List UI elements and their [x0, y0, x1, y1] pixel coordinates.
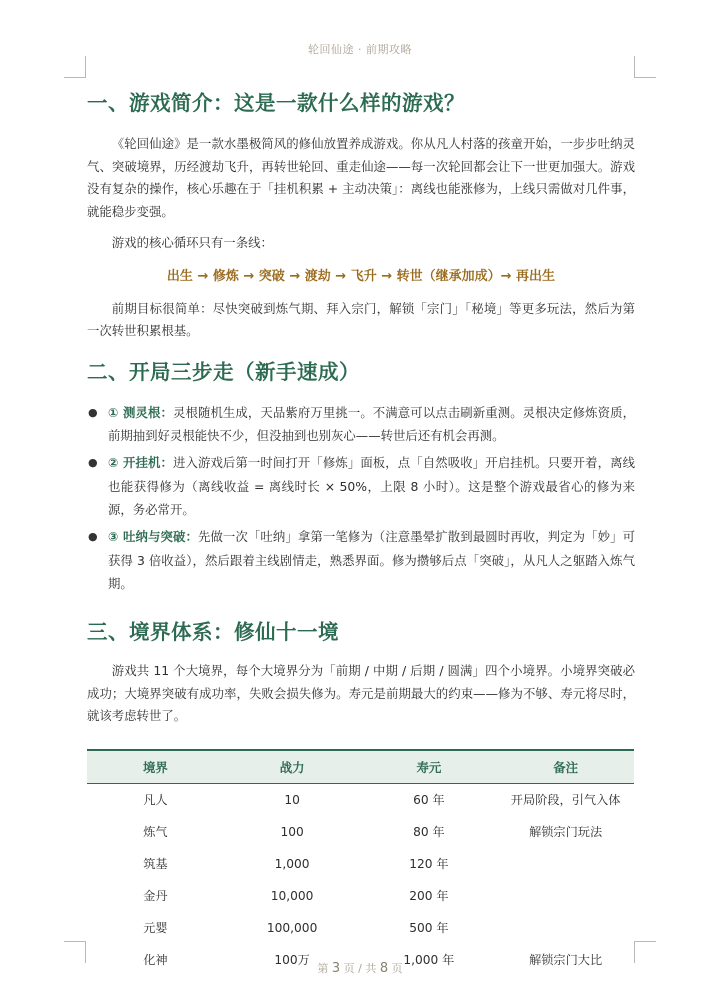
cell-note	[497, 848, 634, 880]
cell-note: 解锁宗门大比	[529, 953, 603, 968]
early-goal-paragraph: 前期目标很简单：尽快突破到炼气期、拜入宗门，解锁「宗门」「秘境」等更多玩法，然后为第一次转世积累根基。	[87, 300, 635, 338]
cell-lifespan: 60 年	[413, 793, 445, 808]
bullet-icon: ●	[88, 405, 98, 419]
table-row	[87, 816, 634, 848]
cell-realm: 筑基	[143, 857, 168, 872]
realms-paragraph: 游戏共 11 个大境界，每个大境界分为「前期 / 中期 / 后期 / 圆满」四个小境界。小境界突破必成功；大境界突破有成功率，失败会损失修为。寿元是前期最大的约束——修为不够、寿元将尽时，就该考虑转世了。	[87, 663, 635, 724]
step-text: 先做一次「吐纳」拿第一笔修为（注意墨晕扩散到最圆时再收，判定为「妙」可获得 3 倍收益），然后跟着主线剧情走，熟悉界面。修为攒够后点「突破」，从凡人之躯踏入炼气期。	[108, 529, 636, 592]
page-number-middle: 页 / 共	[340, 962, 380, 975]
section-heading-quickstart: 二、开局三步走（新手速成）	[87, 359, 360, 384]
quickstart-list	[87, 401, 635, 597]
page-number-prefix: 第	[317, 962, 332, 975]
cell-note: 解锁宗门玩法	[529, 825, 603, 840]
cell-lifespan: 80 年	[413, 825, 445, 840]
page-number-suffix: 页	[388, 962, 403, 975]
column-header-lifespan: 寿元	[361, 750, 498, 784]
realm-table	[87, 749, 634, 976]
list-item	[87, 525, 635, 596]
cell-power: 100,000	[266, 920, 318, 935]
step-title: ① 测灵根：	[108, 404, 173, 420]
core-loop-formula: 出生 → 修炼 → 突破 → 渡劫 → 飞升 → 转世（继承加成）→ 再出生	[166, 268, 556, 284]
cell-power: 10	[284, 792, 300, 807]
column-header-power: 战力	[224, 750, 361, 784]
cell-note: 开局阶段，引气入体	[510, 793, 621, 808]
column-header-realm: 境界	[87, 750, 224, 784]
page-content	[87, 88, 635, 976]
cell-realm: 化神	[143, 953, 168, 968]
list-item	[87, 451, 635, 522]
total-pages: 8	[379, 961, 389, 976]
cell-lifespan: 200 年	[409, 889, 449, 904]
crop-mark-top-left	[64, 56, 86, 78]
cell-power: 1,000	[274, 856, 310, 871]
step-text: 进入游戏后第一时间打开「修炼」面板，点「自然吸收」开启挂机。只要开着，离线也能获得修为（离线收益 = 离线时长 × 50%，上限 8 小时）。这是整个游戏最省心的修为来源，务必常开。	[108, 454, 635, 518]
table-row	[87, 848, 634, 880]
cell-note	[497, 880, 634, 912]
step-title: ② 开挂机：	[108, 454, 173, 470]
step-text: 灵根随机生成，天品紫府万里挑一。不满意可以点击刷新重测。灵根决定修炼资质，前期抽到好灵根能快不少，但没抽到也别灰心——转世后还有机会再测。	[108, 404, 635, 444]
cell-lifespan: 500 年	[409, 921, 449, 936]
cell-realm: 金丹	[143, 889, 168, 904]
running-header: 轮回仙途 · 前期攻略	[308, 43, 412, 56]
current-page: 3	[331, 961, 341, 976]
table-row	[87, 784, 634, 816]
table-row	[87, 912, 634, 944]
step-title: ③ 吐纳与突破：	[108, 529, 198, 545]
crop-mark-top-right	[634, 56, 656, 78]
cell-realm: 凡人	[143, 793, 168, 808]
cell-note	[497, 912, 634, 944]
table-header-row	[87, 750, 634, 784]
cell-realm: 炼气	[143, 825, 168, 840]
cell-lifespan: 120 年	[409, 857, 449, 872]
cell-power: 100万	[274, 953, 310, 968]
table-row	[87, 880, 634, 912]
list-item	[87, 401, 635, 448]
page-number	[0, 960, 720, 976]
bullet-icon: ●	[88, 530, 98, 544]
section-heading-intro: 一、游戏简介：这是一款什么样的游戏？	[87, 91, 465, 115]
cell-lifespan: 1,000 年	[403, 953, 455, 968]
core-loop-lead: 游戏的核心循环只有一条线：	[111, 235, 273, 250]
cell-realm: 元婴	[143, 921, 168, 936]
cell-power: 100	[280, 824, 304, 839]
column-header-note: 备注	[497, 750, 634, 784]
intro-paragraph: 《轮回仙途》是一款水墨极简风的修仙放置养成游戏。你从凡人村落的孩童开始，一步步吐纳灵气、突破境界，历经渡劫飞升，再转世轮回、重走仙途——每一次轮回都会让下一世更加强大。游戏没有复杂的操作，核心乐趣在于「挂机积累 + 主动决策」：离线也能涨修为，上线只需做对几件事，就能稳步变强。	[87, 136, 635, 219]
cell-power: 10,000	[270, 888, 314, 903]
bullet-icon: ●	[88, 455, 98, 469]
section-heading-realms: 三、境界体系：修仙十一境	[87, 620, 339, 645]
